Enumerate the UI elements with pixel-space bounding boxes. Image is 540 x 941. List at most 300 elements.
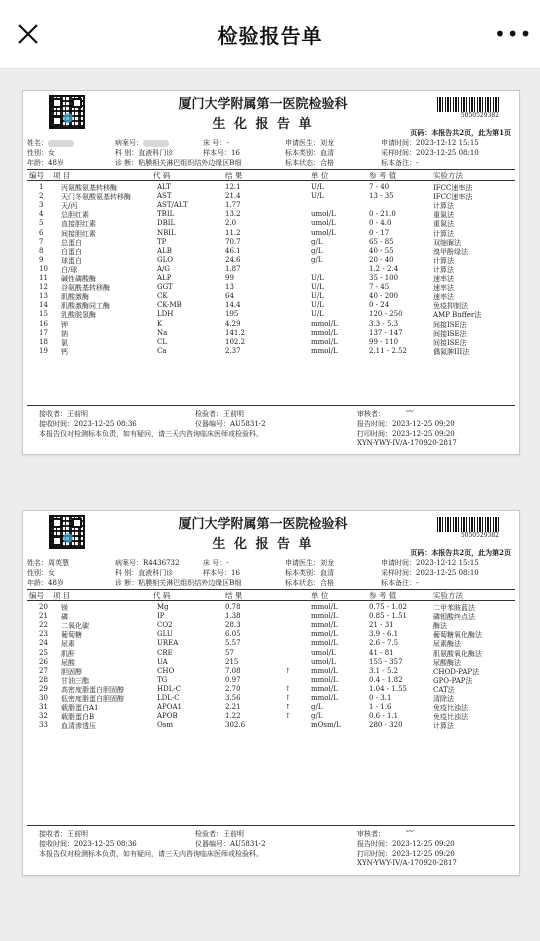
field-value: 刘龙 [320, 139, 334, 147]
cell-result: 13.2 [225, 210, 241, 219]
field-label: 病案号： [115, 559, 143, 567]
field-label: 性别： [27, 569, 48, 577]
cell-code: Osm [157, 721, 173, 730]
cell-unit: umol/L [311, 219, 336, 228]
cell-ref: 0 - 3.1 [369, 694, 392, 702]
field-label: 打印时间： [357, 850, 392, 858]
cell-result: 141.2 [225, 328, 246, 337]
field-value: 48岁 [48, 579, 64, 587]
cell-ref: 2.11 - 2.52 [369, 346, 407, 355]
field-value: 16 [231, 149, 240, 157]
cell-no: 17 [39, 328, 48, 337]
cell-unit: mmol/L [311, 639, 338, 648]
cell-unit: umol/L [311, 210, 336, 219]
footer-field [357, 429, 455, 439]
cell-item: 氯 [61, 338, 68, 347]
cell-flag: ↑ [285, 666, 291, 675]
cell-unit: mOsm/L [311, 721, 341, 730]
cell-method: CAT法 [433, 685, 455, 694]
cell-unit: mmol/L [311, 337, 338, 346]
cell-method: 计算法 [433, 256, 454, 265]
field-label: 诊 断： [115, 159, 139, 167]
column-header-code: 代 码 [153, 171, 171, 180]
field-label: 接收者： [39, 410, 67, 418]
cell-no: 20 [39, 603, 48, 611]
cell-unit: mmol/L [311, 328, 338, 337]
field-value: 刘龙 [320, 559, 334, 567]
field-label: 科 别： [115, 149, 139, 157]
cell-code: TG [157, 675, 168, 684]
cell-code: CHO [157, 666, 175, 675]
column-header-ref: 参 考 值 [369, 171, 397, 180]
cell-code: NBIL [157, 228, 176, 237]
cell-no: 21 [39, 612, 48, 621]
cell-result: 2.0 [225, 219, 237, 228]
cell-item: 总胆红素 [61, 211, 89, 220]
table-row [23, 712, 519, 721]
field-value: R4436732 [143, 559, 180, 567]
cell-item: 载脂蛋白A1 [61, 704, 99, 713]
header-field [27, 138, 74, 148]
doc-code: XYN-YWY-IV/A-170920-2817 [357, 439, 457, 447]
cell-method: 二甲苯胺蓝法 [433, 604, 475, 612]
cell-no: 28 [39, 675, 48, 684]
cell-unit: mmol/L [311, 612, 338, 621]
cell-method: 计算法 [433, 229, 454, 238]
cell-item: 丙氨酸氨基转移酶 [61, 184, 117, 192]
field-label: 仪器编号： [195, 840, 230, 848]
field-label: 姓名： [27, 139, 48, 147]
field-label: 仪器编号： [195, 420, 230, 428]
qr-corner [52, 536, 62, 546]
cell-item: 总蛋白 [61, 238, 82, 247]
disclaimer: 本报告仅对检测标本负责，如有疑问，请三天内咨询临床医师或检验科。 [39, 430, 263, 438]
cell-result: 11.2 [225, 228, 241, 237]
cell-no: 10 [39, 264, 48, 273]
field-value: AU5831-2 [230, 840, 266, 848]
field-value: 直液科门诊 [138, 569, 174, 577]
column-header-unit: 单 位 [311, 591, 329, 600]
field-label: 床 号： [203, 559, 227, 567]
footer-field [195, 419, 266, 429]
cell-method: 免疫抑制法 [433, 302, 468, 311]
field-label: 标本状态： [285, 159, 320, 167]
cell-ref: 7 - 45 [369, 283, 390, 292]
cell-unit: g/L [311, 712, 323, 721]
cell-unit: mmol/L [311, 684, 338, 693]
header-field [115, 148, 173, 158]
cell-result: 13 [225, 283, 234, 292]
title-bar [0, 0, 540, 69]
cell-flag: ↑ [285, 712, 291, 721]
column-header-item: 项 目 [53, 591, 71, 600]
header-field [285, 158, 334, 168]
qr-code [49, 95, 85, 129]
field-value: - [416, 579, 419, 587]
field-label: 床 号： [203, 139, 227, 147]
cell-method: 速率法 [433, 293, 454, 302]
cell-method: 免疫比浊法 [433, 704, 468, 713]
cell-method: 偶氮胂III法 [433, 347, 470, 356]
barcode-number: 5050529382 [460, 112, 499, 119]
table-row [23, 667, 519, 676]
cell-result: 6.05 [225, 630, 241, 639]
table-row [23, 192, 519, 201]
cell-item: 谷氨酰基转移酶 [61, 284, 110, 293]
cell-code: CK [157, 292, 168, 301]
qr-corner [72, 518, 82, 528]
field-value: AU5831-2 [230, 420, 266, 428]
cell-code: CRE [157, 648, 173, 657]
field-value: 48岁 [48, 159, 64, 167]
cell-no: 4 [39, 210, 44, 219]
cell-method: 葡萄糖氧化酶法 [433, 631, 482, 640]
cell-no: 6 [39, 228, 44, 237]
cell-no: 2 [39, 192, 44, 201]
table-row [23, 210, 519, 219]
cell-unit: U/L [311, 192, 324, 201]
footer-field [195, 829, 244, 839]
table-row [23, 256, 519, 265]
field-label: 申请医生： [285, 139, 320, 147]
footer-field [195, 839, 266, 849]
cell-no: 14 [39, 301, 48, 310]
cell-result: 99 [225, 274, 234, 282]
field-value: 2023-12-25 08:36 [74, 420, 137, 428]
cell-result: 2.21 [225, 703, 241, 712]
field-label: 报告时间： [357, 840, 392, 848]
reviewer-signature: 〰 [405, 827, 413, 836]
table-row [23, 229, 519, 238]
cell-result: 4.29 [225, 319, 241, 328]
footer-field [39, 419, 137, 429]
header-field [115, 158, 241, 168]
header-field [285, 558, 334, 568]
cell-ref: 65 - 85 [369, 237, 394, 246]
column-header-no: 编号 [29, 591, 44, 600]
cell-no: 3 [39, 201, 44, 210]
table-row [23, 603, 519, 612]
cell-ref: 1.04 - 1.55 [369, 684, 407, 693]
barcode [437, 97, 501, 112]
field-value: 女 [48, 149, 55, 157]
cell-item: 低密度脂蛋白胆固醇 [61, 695, 124, 703]
cell-code: GLU [157, 630, 173, 639]
field-value: 王前明 [67, 830, 88, 838]
footer-field [195, 409, 244, 419]
field-label: 病案号： [115, 139, 143, 147]
cell-item: 钠 [61, 329, 68, 338]
table-row [23, 721, 519, 730]
field-value: 2023-12-12 15:15 [416, 559, 479, 567]
page-title: 检验报告单 [217, 24, 323, 48]
cell-result: 28.3 [225, 621, 241, 630]
table-row [23, 201, 519, 210]
cell-item: 磷 [61, 613, 68, 622]
cell-no: 19 [39, 346, 48, 355]
cell-result: 2.70 [225, 684, 241, 693]
cell-unit: mmol/L [311, 346, 338, 355]
field-value: 2023-12-25 09:20 [392, 430, 455, 438]
cell-ref: 120 - 250 [369, 310, 403, 319]
field-value: - [226, 559, 229, 567]
cell-method: 溴甲酚绿法 [433, 247, 468, 256]
field-value: 女 [48, 569, 55, 577]
cell-item: 镁 [61, 604, 68, 612]
field-value: 粘膜相关淋巴组织结外边缘区B细 [138, 579, 242, 587]
cell-ref: 99 - 110 [369, 337, 399, 346]
table-row [23, 183, 519, 192]
field-value: 2023-12-25 08:10 [416, 149, 479, 157]
cell-code: ALB [157, 246, 172, 255]
cell-no: 13 [39, 292, 48, 301]
header-field [115, 558, 179, 568]
more-button[interactable] [494, 22, 533, 46]
cell-item: 血清渗透压 [61, 722, 96, 731]
column-header-result: 结 果 [225, 171, 243, 180]
cell-result: 0.97 [225, 675, 241, 684]
cell-no: 24 [39, 639, 48, 648]
cell-no: 32 [39, 712, 48, 721]
table-row [23, 301, 519, 310]
field-value: 王前明 [223, 830, 244, 838]
table-row [23, 247, 519, 256]
header-field [27, 148, 55, 158]
column-header-result: 结 果 [225, 591, 243, 600]
more-icon: ••• [494, 22, 533, 46]
field-value: 王前明 [223, 410, 244, 418]
cell-no: 15 [39, 310, 48, 319]
cell-unit: U/L [311, 183, 324, 191]
footer-field [357, 849, 455, 859]
cell-no: 22 [39, 621, 48, 630]
cell-item: 白蛋白 [61, 247, 82, 256]
redacted-name [48, 140, 74, 147]
cell-result: 3.56 [225, 694, 241, 702]
cell-unit: mmol/L [311, 675, 338, 684]
cell-ref: 0 - 24 [369, 301, 390, 310]
cell-code: GLO [157, 255, 173, 264]
cell-unit: g/L [311, 255, 323, 264]
column-header-unit: 单 位 [311, 171, 329, 180]
hospital-name: 厦门大学附属第一医院检验科 [178, 97, 348, 112]
cell-code: Mg [157, 603, 169, 611]
header-field [381, 158, 418, 168]
table-row [23, 219, 519, 228]
cell-method: 肌氨酸氧化酶法 [433, 649, 482, 658]
cell-ref: 40 - 55 [369, 246, 394, 255]
cell-ref: 35 - 100 [369, 274, 399, 282]
cell-item: 直接胆红素 [61, 220, 96, 229]
field-label: 报告时间： [357, 420, 392, 428]
table-row [23, 676, 519, 685]
footer-rule [27, 825, 515, 826]
report-page-2 [22, 510, 520, 876]
cell-method: GPO-PAP法 [433, 676, 473, 685]
cell-method: 双缩脲法 [433, 238, 461, 247]
qr-corner [52, 116, 62, 126]
qr-corner [52, 98, 62, 108]
field-label: 接收者： [39, 830, 67, 838]
cell-unit: g/L [311, 237, 323, 246]
table-row [23, 630, 519, 639]
header-field [27, 578, 64, 588]
footer-field [357, 419, 455, 429]
cell-code: UA [157, 657, 168, 666]
footer-field [39, 409, 88, 419]
header-field [27, 158, 64, 168]
cell-ref: 137 - 147 [369, 328, 403, 337]
header-field [285, 138, 334, 148]
cell-item: 肌酸激酶同工酶 [61, 302, 110, 311]
cell-unit: U/L [311, 301, 324, 310]
footer-rule [27, 405, 515, 406]
cell-method: 计算法 [433, 202, 454, 211]
field-value: - [416, 159, 419, 167]
cell-flag: ↑ [285, 694, 291, 702]
cell-method: 酶法 [433, 622, 447, 631]
cell-unit: mmol/L [311, 694, 338, 702]
field-value: 血清 [320, 569, 334, 577]
cell-item: 胆固醇 [61, 667, 82, 676]
field-label: 标本备注： [381, 159, 416, 167]
field-label: 年龄： [27, 159, 48, 167]
cell-code: Na [157, 328, 168, 337]
cell-no: 1 [39, 183, 44, 191]
field-label: 科 别： [115, 569, 139, 577]
cell-method: IFCC速率法 [433, 193, 473, 202]
cell-item: 天门冬氨酸氨基转移酶 [61, 193, 131, 202]
cell-result: 0.78 [225, 603, 241, 611]
cell-unit: U/L [311, 292, 324, 301]
field-value: 直液科门诊 [138, 149, 174, 157]
cell-result: 1.38 [225, 612, 241, 621]
footer-field [357, 839, 455, 849]
cell-code: LDH [157, 310, 174, 319]
table-header-rule [27, 600, 515, 601]
cell-ref: 3.1 - 5.2 [369, 666, 399, 675]
cell-item: 间接胆红素 [61, 229, 96, 238]
cell-result: 12.1 [225, 183, 241, 191]
cell-method: 间接ISE法 [433, 329, 467, 338]
cell-code: CO2 [157, 621, 173, 630]
header-field [115, 578, 241, 588]
header-field [381, 568, 479, 578]
cell-no: 9 [39, 255, 44, 264]
cell-ref: 0 - 21.0 [369, 210, 396, 219]
qr-logo [63, 533, 73, 543]
cell-method: IFCC速率法 [433, 184, 473, 192]
header-field [203, 138, 229, 148]
cell-code: UREA [157, 639, 179, 648]
cell-result: 70.7 [225, 237, 241, 246]
cell-result: 21.4 [225, 192, 241, 201]
field-value: 血清 [320, 149, 334, 157]
cell-item: 肌酸激酶 [61, 293, 89, 302]
header-field [115, 568, 173, 578]
field-value: 2023-12-25 08:10 [416, 569, 479, 577]
cell-code: Ca [157, 346, 167, 355]
field-label: 年龄： [27, 579, 48, 587]
cell-unit: mmol/L [311, 630, 338, 639]
qr-corner [72, 98, 82, 108]
field-label: 检验者： [195, 830, 223, 838]
cell-no: 25 [39, 648, 48, 657]
header-field [203, 148, 240, 158]
field-value: 2023-12-25 09:20 [392, 420, 455, 428]
cell-flag: ↑ [285, 684, 291, 693]
cell-item: 甘油三酯 [61, 676, 89, 685]
field-label: 接收时间： [39, 840, 74, 848]
cell-code: TBIL [157, 210, 175, 219]
column-header-method: 实验方法 [433, 591, 463, 600]
field-label: 标本类别： [285, 569, 320, 577]
cell-item: 钙 [61, 347, 68, 356]
table-row [23, 685, 519, 694]
cell-no: 23 [39, 630, 48, 639]
field-value: 16 [231, 569, 240, 577]
table-row [23, 310, 519, 319]
field-value: 2023-12-12 15:15 [416, 139, 479, 147]
cell-item: 二氧化碳 [61, 622, 89, 631]
cell-method: CHOD-PAP法 [433, 667, 480, 676]
table-row [23, 658, 519, 667]
cell-method: 速率法 [433, 284, 454, 293]
cell-item: 载脂蛋白B [61, 713, 95, 722]
cell-code: IP [157, 612, 165, 621]
cell-method: 磷钼酸终点法 [433, 613, 475, 622]
field-label: 审核者： [357, 830, 385, 838]
table-row [23, 265, 519, 274]
cell-unit: mmol/L [311, 603, 338, 611]
field-label: 样本号： [203, 149, 231, 157]
cell-no: 18 [39, 337, 48, 346]
cell-ref: 20 - 40 [369, 255, 394, 264]
cell-unit: g/L [311, 246, 323, 255]
cell-result: 302.6 [225, 721, 246, 730]
field-label: 姓名： [27, 559, 48, 567]
header-field [285, 568, 334, 578]
cell-no: 26 [39, 657, 48, 666]
field-label: 打印时间： [357, 430, 392, 438]
cell-method: 重氮法 [433, 211, 454, 220]
column-header-no: 编号 [29, 171, 44, 180]
cell-method: 间接ISE法 [433, 320, 467, 329]
cell-item: 碱性磷酸酶 [61, 275, 96, 283]
cell-ref: 0 - 17 [369, 228, 390, 237]
cell-ref: 0.4 - 1.82 [369, 675, 403, 684]
cell-item: 肌酐 [61, 649, 75, 658]
cell-code: GGT [157, 283, 173, 292]
qr-corner [52, 518, 62, 528]
cell-code: ALT [157, 183, 171, 191]
header-field [27, 558, 69, 568]
barcode [437, 517, 501, 532]
cell-item: 白/球 [61, 265, 78, 274]
cell-result: 5.57 [225, 639, 241, 648]
table-row [23, 639, 519, 648]
cell-result: 215 [225, 657, 239, 666]
table-row [23, 274, 519, 283]
cell-method: 计算法 [433, 265, 454, 274]
column-header-method: 实验方法 [433, 171, 463, 180]
cell-ref: 0.75 - 1.02 [369, 603, 407, 611]
cell-method: 尿酸酶法 [433, 658, 461, 667]
cell-ref: 3.9 - 6.1 [369, 630, 399, 639]
cell-unit: umol/L [311, 228, 336, 237]
report-title: 生 化 报 告 单 [212, 537, 314, 552]
table-row [23, 621, 519, 630]
